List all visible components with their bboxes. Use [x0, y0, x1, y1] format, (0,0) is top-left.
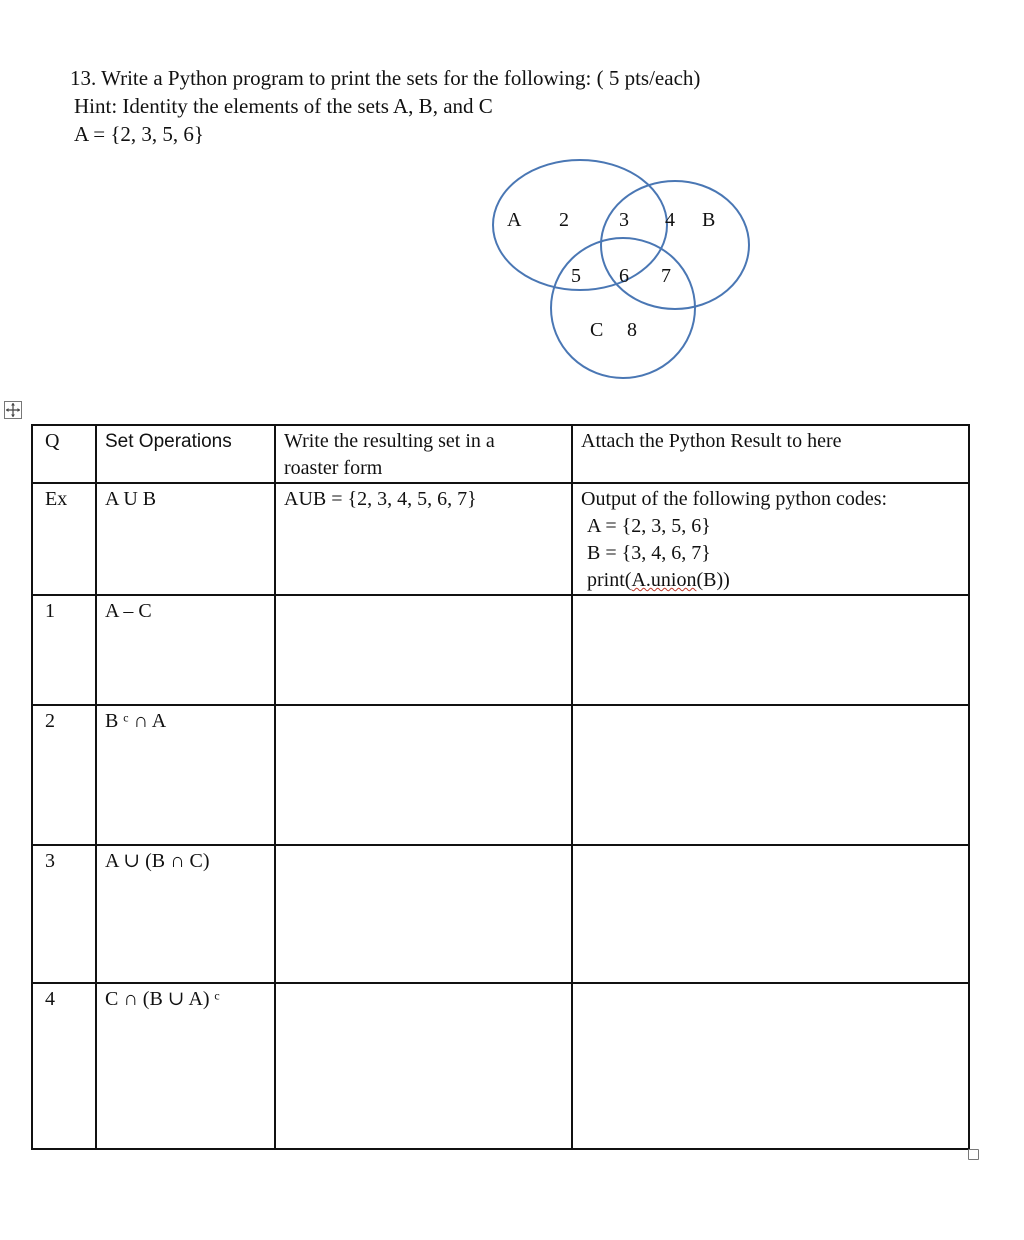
header-result-line2: roaster form — [284, 457, 383, 479]
cell-python-1[interactable] — [572, 595, 969, 705]
question-title: 13. Write a Python program to print the sets for the following: ( 5 pts/each) — [70, 66, 701, 90]
cell-python-3[interactable] — [572, 845, 969, 983]
cell-q-1: 1 — [32, 595, 96, 705]
table-row — [32, 845, 969, 983]
venn-element-5: 5 — [571, 265, 581, 287]
code-line-3 — [587, 567, 960, 594]
cell-q-3: 3 — [32, 845, 96, 983]
table-row — [32, 705, 969, 845]
cell-result-4[interactable] — [275, 983, 572, 1149]
cell-python-example — [572, 483, 969, 595]
table-row — [32, 983, 969, 1149]
python-code-block — [581, 513, 960, 594]
table-row — [32, 595, 969, 705]
code-line-2: B = {3, 4, 6, 7} — [587, 542, 711, 564]
venn-circle-b — [601, 181, 749, 309]
cell-op-3: A ∪ (B ∩ C) — [96, 845, 275, 983]
cell-python-2[interactable] — [572, 705, 969, 845]
set-operations-table — [31, 424, 970, 1150]
header-set-operations: Set Operations — [96, 425, 275, 483]
venn-label-a: A — [507, 209, 522, 231]
table-header-row — [32, 425, 969, 483]
venn-diagram — [480, 150, 770, 390]
cell-op-example: A U B — [96, 483, 275, 595]
python-output-title: Output of the following python codes: — [581, 488, 888, 510]
code-line-3-spellcheck: A.union — [631, 569, 697, 591]
venn-label-b: B — [702, 209, 716, 231]
cell-result-2[interactable] — [275, 705, 572, 845]
cell-result-3[interactable] — [275, 845, 572, 983]
venn-element-7: 7 — [661, 265, 671, 287]
question-set-a: A = {2, 3, 5, 6} — [74, 122, 205, 146]
cell-op-2: B ᶜ ∩ A — [96, 705, 275, 845]
venn-label-c: C — [590, 319, 604, 341]
venn-element-3: 3 — [619, 209, 629, 231]
table-resize-handle[interactable] — [968, 1149, 979, 1160]
table-move-handle[interactable] — [4, 401, 22, 419]
question-hint: Hint: Identity the elements of the sets A, B, and C — [74, 94, 493, 118]
cell-q-2: 2 — [32, 705, 96, 845]
cell-q-example: Ex — [32, 483, 96, 595]
cell-q-4: 4 — [32, 983, 96, 1149]
code-line-3-pre: print( — [587, 569, 632, 591]
venn-element-8: 8 — [627, 319, 637, 341]
table-row-example — [32, 483, 969, 595]
venn-element-2: 2 — [559, 209, 569, 231]
code-line-1: A = {2, 3, 5, 6} — [587, 515, 711, 537]
cell-op-4: C ∩ (B ∪ A) ᶜ — [96, 983, 275, 1149]
header-q: Q — [32, 425, 96, 483]
venn-element-4: 4 — [665, 209, 675, 231]
cell-python-4[interactable] — [572, 983, 969, 1149]
code-line-3-post: (B)) — [696, 569, 730, 591]
cell-op-1: A – C — [96, 595, 275, 705]
header-result-line1: Write the resulting set in a — [284, 430, 495, 452]
cell-result-example: AUB = {2, 3, 4, 5, 6, 7} — [275, 483, 572, 595]
venn-element-6: 6 — [619, 265, 629, 287]
header-result — [275, 425, 572, 483]
move-arrows-icon — [5, 402, 21, 418]
header-python: Attach the Python Result to here — [572, 425, 969, 483]
cell-result-1[interactable] — [275, 595, 572, 705]
question-text — [70, 64, 700, 148]
